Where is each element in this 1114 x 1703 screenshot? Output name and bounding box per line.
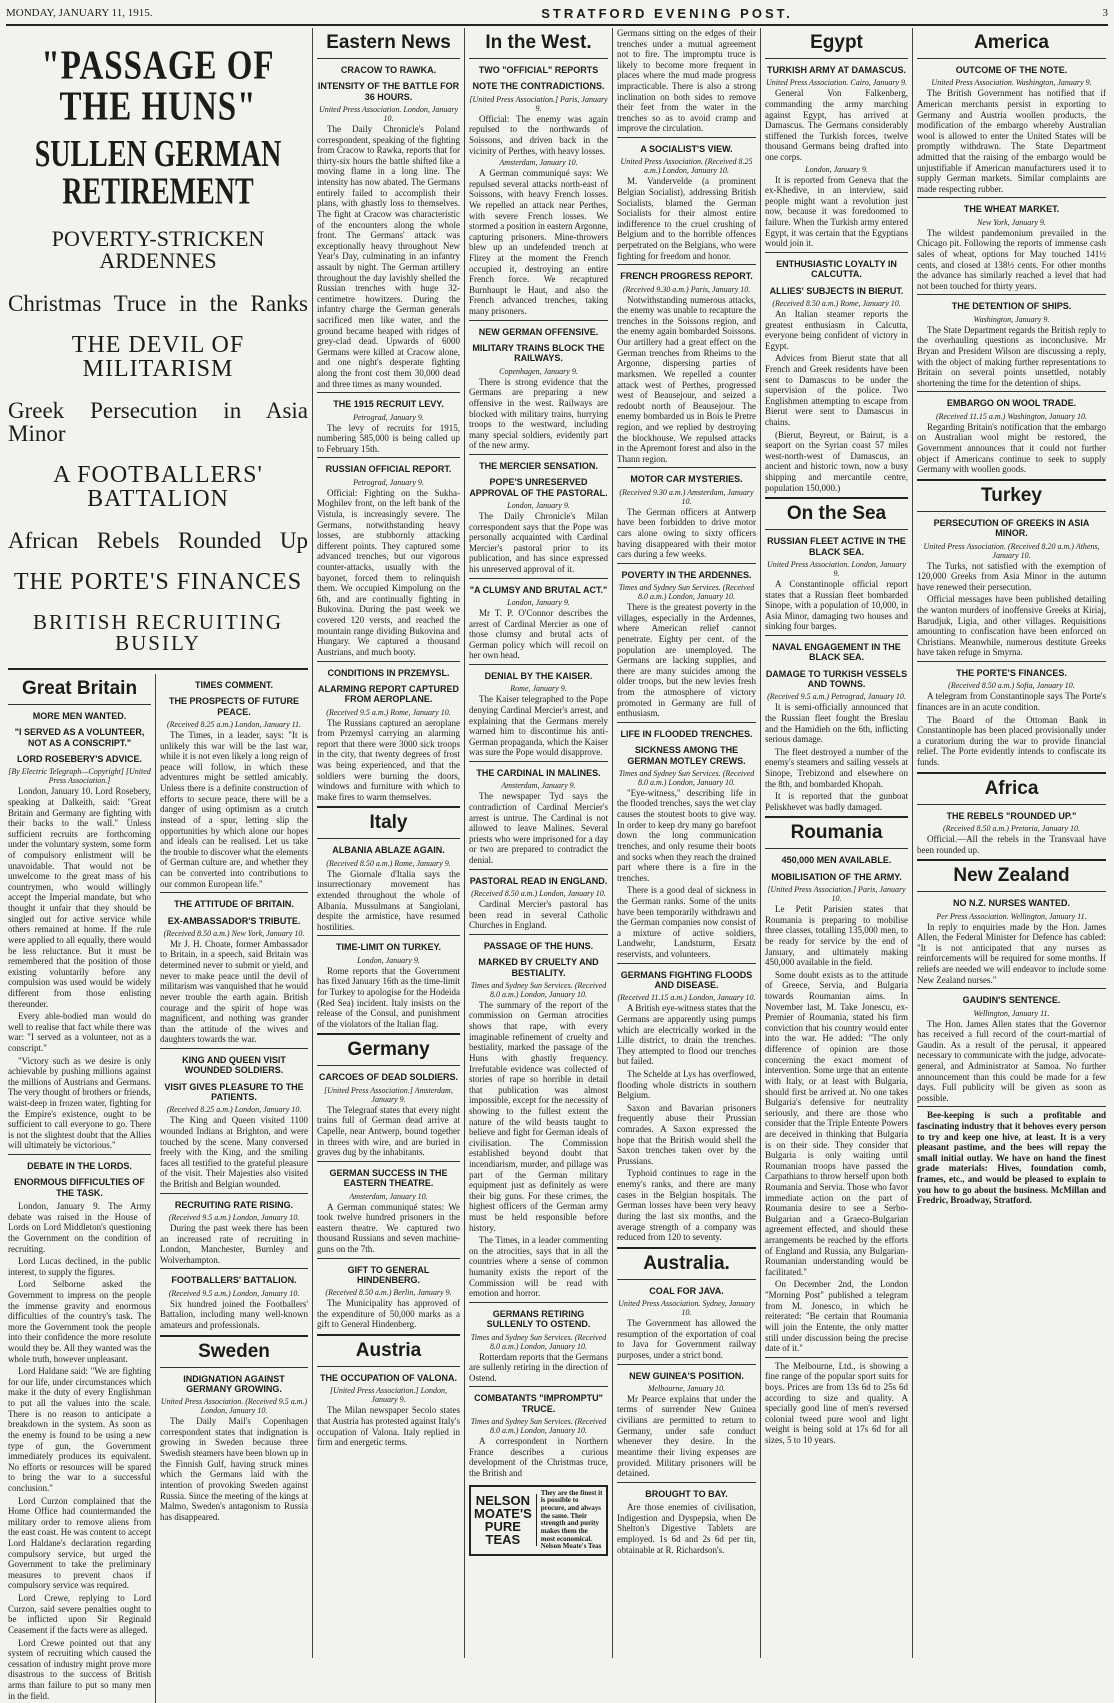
- article-heading: THE REBELS "ROUNDED UP.": [946, 810, 1077, 821]
- divider: [317, 661, 460, 662]
- dateline: Per Press Association. Wellington, January 11.: [936, 911, 1087, 921]
- article-text: Lord Crewe pointed out that any system of recruiting which caused the cessation of industry might prove more disastrous to the success of British arms than failure to put so many men in the field.: [8, 1637, 152, 1701]
- divider: [617, 264, 756, 265]
- divider: [160, 1193, 308, 1194]
- article-text: The Russians captured an aeroplane from Przemysl carrying an alarming report that there were 3000 sick troops in the city, that twenty degrees of frost was being experienced, and that the soldiers were burning the doors, windows and furniture with which to make fires to warm themselves.: [317, 717, 460, 802]
- divider: [317, 1258, 460, 1259]
- article-text: A Constantinople official report states that a Russian fleet bombarded Sinope, with a population of 10,000, in Asia Minor, damaging two houses and sinking four barges.: [765, 578, 908, 632]
- article-text: The newspaper Tyd says the contradiction of Cardinal Mercier's arrest is untrue. The Cardinal is not allowed to leave Malines. Several priests who were imprisoned for a day or two are prepared to contradict the denial.: [469, 791, 608, 866]
- article-heading: EMBARGO ON WOOL TRADE.: [946, 398, 1077, 409]
- article-heading: NO N.Z. NURSES WANTED.: [952, 898, 1070, 909]
- dateline: United Press Association. (Received 8.20 a.m.) Athens, January 10.: [923, 541, 1100, 560]
- divider: [469, 1386, 608, 1387]
- article-text: Official.—All the rebels in the Transvaal have been rounded up.: [917, 833, 1106, 855]
- article-subheading: ENORMOUS DIFFICULTIES OF THE TASK.: [14, 1177, 145, 1198]
- credit-line: United Press Association. London, January 10.: [318, 105, 459, 124]
- column-3: [312, 28, 464, 1658]
- dateline: (Received 9.30 a.m.) Amsterdam, January 10.: [619, 487, 754, 506]
- article-text: The Milan newspaper Secolo states that Austria has protested against Italy's occupation of Valona. Italy replied in firm and energetic terms.: [317, 1405, 460, 1448]
- section-title: New Zealand: [953, 865, 1070, 887]
- article-heading: PASSAGE OF THE HUNS.: [483, 940, 594, 951]
- section-title: Australia.: [643, 1252, 730, 1274]
- dateline: (Received 8.50 a.m.) New York, January 10.: [163, 928, 305, 938]
- article-text: Six hundred joined the Footballers' Battalion, including many well-known amateurs and professionals.: [160, 1298, 308, 1330]
- column-4: [464, 28, 612, 1658]
- article-heading: RUSSIAN OFFICIAL REPORT.: [325, 464, 452, 475]
- article-text: A correspondent in Northern France describes a curious development of the Christmas truce, the British and: [469, 1436, 608, 1478]
- section-title: Italy: [369, 812, 408, 834]
- article-heading: COMBATANTS "IMPROMPTU" TRUCE.: [474, 1393, 603, 1414]
- dateline: United Press Association. (Received 9.5 a.m.) London, January 10.: [160, 1397, 308, 1416]
- article-text: The summary of the report of the commission on German atrocities shows that rape, with every imaginable refinement of cruelty and bestiality, marked the passage of the Huns with ghastly frequency. Irrefutable evidence was collected of stories of rape so horrible in detail that publication was almost impossible, except for the necessity of showing to the fullest extent the nature of the wild beasts taught to believe and fight for German ideals of civilisation. The Commission established beyond doubt that incendiarism, murder, and pillage was part of the German military equipment just as definitely as were their big guns. For these crimes, the highest officers of the German army must be held responsible before history.: [469, 999, 608, 1233]
- divider: [317, 838, 460, 839]
- divider: [617, 1364, 756, 1365]
- dateline: (Received 11.15 a.m.) London, January 10.: [617, 993, 756, 1003]
- headline: African Rebels Rounded Up: [8, 528, 308, 553]
- dateline: London, January 9.: [805, 164, 868, 174]
- article-heading: THE DETENTION OF SHIPS.: [951, 301, 1072, 312]
- divider: [469, 869, 608, 870]
- dateline: United Press Association. Washington, January 9.: [931, 78, 1092, 88]
- dateline: (Received 9.5 a.m.) London, January 10.: [168, 1212, 300, 1222]
- article-heading: LIFE IN FLOODED TRENCHES.: [620, 728, 753, 739]
- article-heading: KING AND QUEEN VISIT WOUNDED SOLDIERS.: [182, 1054, 286, 1076]
- divider: [917, 988, 1106, 989]
- column-2: [156, 674, 308, 1703]
- divider: [469, 320, 608, 321]
- article-text: The Times, in a leader commenting on the atrocities, says that in all the countries where a sense of common humanity exists the report of the Commission will be read with emotion and horror.: [469, 1235, 608, 1299]
- article-heading: GAUDIN'S SENTENCE.: [962, 995, 1061, 1006]
- article-text: A German communiqué says: We repulsed several attacks north-east of Soissons, with heavy French losses. We repelled an attack near Perthes, with severe French losses. We stormed a position in eastern Argonne, capturing prisoners. Mine-throwers blew up an undefended trench at Flirey at the moment the French occupied it, destroying an entire French force. We recaptured Burnhaupt le Haut, and also the French advanced trenches, taking many prisoners.: [469, 168, 608, 317]
- divider: [765, 529, 908, 530]
- dateline: United Press Association. Sydney, January 10.: [618, 1299, 755, 1318]
- article-subheading: "I SERVED AS A VOLUNTEER, NOT AS A CONSCRIPT.": [14, 727, 145, 748]
- article-heading: FRENCH PROGRESS REPORT.: [620, 271, 753, 282]
- divider: [765, 497, 908, 499]
- article-text: During the past week there has been an increased rate of recruiting in London, Manchester, Burnley and Wolverhampton.: [160, 1222, 308, 1265]
- article-text: The Daily Mail's Copenhagen correspondent states that indignation is growing in Sweden because three Swedish steamers have been blown up in the Finnish Gulf, having struck mines which the Germans laid with the intention of provoking Sweden against Russia. Since the meeting of the kings at Malmo, Sweden's antagonism to Russia has disappeared.: [160, 1416, 308, 1522]
- article-text: Mr Pearce explains that under the terms of surrender New Guinea civilians are permitted to return to Germany, under safe conduct whenever they desire. In the meantime their living expenses are provided. Military prisoners will be detained.: [617, 1393, 756, 1479]
- dateline: Amsterdam, January 10.: [499, 158, 578, 168]
- article-heading: A SOCIALIST'S VIEW.: [640, 144, 733, 155]
- article-text: The Board of the Ottoman Bank in Constantinople has been placed provisionally under a curatorium during the war to provide financial relief. The Porte evidently intends to confiscate its funds.: [917, 714, 1106, 767]
- article-heading: TIME-LIMIT ON TURKEY.: [336, 942, 441, 953]
- divider: [617, 137, 756, 138]
- article-text: It is semi-officially announced that the Russian fleet fought the Breslau and the Hamidieh on the 6th, inflicting serious damage.: [765, 702, 908, 745]
- dateline: [United Press Association.] Amsterdam, January 9.: [324, 1085, 453, 1104]
- article-subheading: MOBILISATION OF THE ARMY.: [771, 871, 902, 882]
- divider: [469, 664, 608, 665]
- article-text: Cardinal Mercier's pastoral has been read in several Catholic Churches in England.: [469, 898, 608, 931]
- article-subheading: SICKNESS AMONG THE GERMAN MOTLEY CREWS.: [627, 745, 746, 766]
- article-heading: THE CARDINAL IN MALINES.: [476, 768, 601, 779]
- divider: [917, 197, 1106, 198]
- headline: Christmas Truce in the Ranks: [8, 291, 308, 316]
- issue-date: MONDAY, JANUARY 11, 1915.: [6, 7, 153, 19]
- article-heading: TIMES COMMENT.: [195, 680, 274, 690]
- article-subheading: MARKED BY CRUELTY AND BESTIALITY.: [478, 957, 599, 978]
- article-subheading: THE PROSPECTS OF FUTURE PEACE.: [169, 696, 300, 717]
- article-heading: DEBATE IN THE LORDS.: [27, 1161, 132, 1172]
- article-text: Lord Lucas declined, in the public interest, to supply the figures.: [8, 1256, 152, 1277]
- article-heading: "A CLUMSY AND BRUTAL ACT.": [469, 584, 608, 595]
- dateline: (Received 8.50 a.m.) Rome, January 9.: [326, 858, 451, 868]
- divider: [8, 704, 151, 705]
- article-text: There is the greatest poverty in the villages, especially in the Ardennes, where American relief cannot penetrate. Eighty per cent. of the population are unemployed. The Germans are lacking supplies, and there are many suicides among the older troops, but the new levies fresh from the atmosphere of victory promoted in Germany are full of enthusiasm.: [617, 602, 756, 719]
- dateline: (Received 8.50 a.m.) Pretoria, January 10.: [943, 823, 1080, 833]
- divider: [160, 1048, 308, 1049]
- article-text: Rome reports that the Government has fixed January 16th as the time-limit for Turkey to apologise for the Hodeida (Red Sea) incident. Italy insists on the release of the Consul, and punishment of the violators of the Italian flag.: [317, 965, 460, 1029]
- article-heading: THE WHEAT MARKET.: [963, 204, 1060, 215]
- dateline: London, January 9.: [507, 597, 570, 607]
- dateline: London, January 9.: [507, 500, 570, 510]
- advertisement-text: The Melbourne, Ltd., is showing a fine range of the popular sport suits for boys. Prices are from 13s 6d to 25s 6d according to size and quality. A specially good line of men's reversed colonial tweed pure wool and light weight is being sold at 17s 6d for all sizes, 5 to 10 years.: [765, 1360, 908, 1446]
- article-text: The Daily Chronicle's Poland correspondent, speaking of the fighting from Cracow to Rawka, reports that for thirty-six hours the battle shifted like a moving flame in a long line. The intensity has now abated. The Germans entirely failed to accomplish their plans, with ghastly loss to themselves. The fight at Cracow was characteristic of the encounters along the whole front. The Germans' attack was exceptionally heavy throughout New Year's Day, culminating in an infantry assault by night. The German artillery throughout the day lavishly shelled the Russian trenches with huge 32-centimetre howitzers. During the infantry charge the German generals sacrificed men like water, and the ground became heaped with ridges of grey-clad dead. Upwards of 6000 Germans were killed at Cracow alone, and one night's desperate fighting along the front cost them 30,000 dead and three times as many wounded.: [317, 124, 460, 389]
- article-heading: 450,000 MEN AVAILABLE.: [781, 855, 892, 866]
- article-text: The Times, in a leader, says: "It is unlikely this war will be the last war, while it is not even likely a long reign of peace will follow, in which these adventures might be settled amicably. Unless there is a definite construction of efforts to secure peace, there will be a danger of using optimism as a crutch instead of a spur, letting slip the opportunities by which alone our hopes and ideals can be realised. Let us take the trouble to discover what the elements of German culture are, and whether they can be converted into contributions to our common European life.": [160, 730, 308, 889]
- ad-logo: NELSON MOATE'S PURE TEAS: [474, 1494, 537, 1546]
- dateline: Times and Sydney Sun Services. (Received 8.0 a.m.) London, January 10.: [618, 583, 755, 602]
- column-5: [612, 28, 760, 1658]
- divider: [617, 963, 756, 964]
- dateline: (Received 8.25 a.m.) London, January 10.: [166, 1105, 302, 1115]
- dateline: Amsterdam, January 9.: [501, 781, 576, 791]
- article-heading: TURKISH ARMY AT DAMASCUS.: [767, 65, 906, 75]
- divider: [469, 58, 608, 59]
- dateline: Times and Sydney Sun Services. (Received 8.0 a.m.) London, January 10.: [470, 980, 607, 999]
- article-text: Typhoid continues to rage in the enemy's ranks, and there are many cases in the Belgian hospitals. The German losses have been very heavy during the last six months, and the average strength of a company was reduced from 120 to seventy.: [617, 1168, 756, 1243]
- article-text: Some doubt exists as to the attitude of Greece, Servia, and Bulgaria towards Roumanian aims. In November last, M. Take Jonescu, ex-Premier of Roumania, stated his firm conviction that his country would enter into the war. He added: "The only difference of opinion are those concerning the exact moment of intervention. Some urge that an entente with Italy, or at least with Bulgaria, should first be arrived at. No one takes Bulgaria's defensive for neutrality seriously, and there are those who consider that the Triple Entente Powers are deceived in thinking that Bulgaria is on their side. They consider that Bulgaria is only waiting until Roumanian troops have passed the Carpathians to throw herself upon both Roumania and Servia. Those who favor immediate action on the part of Roumania desire to see a Serbo-Bulgarian and a Graeco-Bulgarian agreement effected, and should these arrangements be reached by the efforts of England and Russia, any Bulgarian-Roumanian understanding would be facilitated.": [765, 969, 908, 1277]
- headline: POVERTY-STRICKEN ARDENNES: [51, 226, 265, 273]
- headline: SULLEN GERMAN RETIREMENT: [34, 133, 282, 214]
- divider: [317, 1033, 460, 1035]
- article-text: (Bierut, Beyreut, or Bairut, is a seaport on the Syrian coast 57 miles west-north-west of Damascus, an ancient and historic town, now a busy shipping and mercantile centre, population 150,000.): [765, 429, 908, 493]
- dateline: United Press Association. London, January 9.: [766, 559, 907, 578]
- article-text: The German officers at Antwerp have been forbidden to drive motor cars alone owing to sixty officers having disappeared with their motor cars during a few weeks.: [617, 506, 756, 560]
- column-1: [4, 28, 312, 1701]
- divider: [917, 891, 1106, 892]
- article-heading: COAL FOR JAVA.: [649, 1285, 724, 1296]
- article-heading: TWO "OFFICIAL" REPORTS: [478, 65, 599, 75]
- article-text: The British Government has notified that if American merchants persist in exporting to Germany and Austria woollen products, the modification of the embargo whereby Australian wool is allowed to enter the United States will be promptly withdrawn. The State Department admitted that the raising of the embargo would be unjustifiable if American manufacturers used it to supply German markets. Similar complaints are made respecting rubber.: [917, 88, 1106, 194]
- article-heading: GERMANS RETIRING SULLENLY TO OSTEND.: [486, 1308, 591, 1330]
- article-text: Saxon and Bavarian prisoners frequently abuse their Prussian comrades. A Saxon expressed the hope that the British would shell the Saxon trenches taken over by the Prussians.: [617, 1102, 756, 1166]
- dateline: (Received 11.15 a.m.) Washington, January 10.: [935, 411, 1088, 421]
- dateline: [United Press Association.] Paris, January 10.: [767, 885, 906, 904]
- masthead: [6, 2, 1108, 26]
- article-text: An Italian steamer reports the greatest enthusiasm in Calcutta, everyone being confident of victory in Egypt.: [765, 308, 908, 351]
- article-subheading: DAMAGE TO TURKISH VESSELS AND TOWNS.: [765, 668, 908, 690]
- dateline: Petrograd, January 9.: [353, 477, 424, 487]
- divider: [317, 58, 460, 59]
- article-text: Mr T. P. O'Connor describes the arrest of Cardinal Mercier as one of those clumsy and brutal acts of German policy which will recoil on her own head.: [469, 607, 608, 661]
- dateline: (Received 8.50 a.m.) London, January 10.: [471, 888, 606, 898]
- article-text: The Daily Chronicle's Milan correspondent says that the Pope was personally acquainted with Cardinal Mercier's pastoral prior to its publication, and has since expressed his unreserved approval of it.: [469, 510, 608, 575]
- dateline: [United Press Association.] London, January 9.: [329, 1386, 448, 1405]
- divider: [469, 761, 608, 762]
- article-text: The Municipality has approved of the expenditure of 50,000 marks as a gift to General Hindenberg.: [317, 1298, 460, 1330]
- article-text: The Schelde at Lys has overflowed, flooding whole districts in southern Belgium.: [617, 1068, 756, 1101]
- credit-line: [United Press Association.] Paris, January 9.: [469, 94, 608, 113]
- section-title: Eastern News: [326, 32, 451, 53]
- section-title: Sweden: [198, 1340, 270, 1362]
- divider: [765, 58, 908, 59]
- headline: THE DEVIL OF MILITARISM: [71, 332, 245, 382]
- divider: [317, 392, 460, 393]
- dateline: (Received 9.30 a.m.) Paris, January 10.: [622, 284, 751, 294]
- article-subheading: NOTE THE CONTRADICTIONS.: [472, 81, 605, 92]
- section-title: On the Sea: [786, 503, 887, 525]
- article-heading: BROUGHT TO BAY.: [645, 1488, 728, 1499]
- article-text: It is reported that the gunboat Peliskhevet was badly damaged.: [765, 791, 908, 812]
- section-title: Roumania: [790, 822, 883, 844]
- article-subheading: INTENSITY OF THE BATTLE FOR 36 HOURS.: [317, 81, 460, 102]
- divider: [469, 578, 608, 579]
- section-title: In the West.: [485, 32, 592, 53]
- article-subheading: ALLIES' SUBJECTS IN BIERUT.: [769, 285, 904, 296]
- divider: [617, 1279, 756, 1280]
- dateline: Wellington, January 11.: [973, 1008, 1050, 1018]
- dateline: (Received 9.5 a.m.) Rome, January 10.: [326, 707, 451, 717]
- article-text: The Giornale d'Italia says the insurrectionary movement has extended throughout the whole of Albania. Mussulmans at Sangiolani, despite the armistice, have resumed hostilities.: [317, 868, 460, 932]
- headline: BRITISH RECRUITING BUSILY: [32, 610, 284, 655]
- article-text: London, January 9. The Army debate was raised in the House of Lords on Lord Middleton's questioning the Government on the condition of recruiting.: [8, 1201, 152, 1254]
- article-text: General Von Falkenberg, commanding the army marching against Egypt, has arrived at Damascus. The Germans considerably stiffened the Turkish forces, twelve thousand Germans being drafted into one corps.: [765, 88, 908, 162]
- article-text: The King and Queen visited 1100 wounded Indians at Brighton, and were touched by the scene. Many conversed freely with the King, and the smiling faces all testified to the grateful pleasure of the visit. Their Majesties also visited the British and Belgian wounded.: [160, 1115, 308, 1189]
- divider: [8, 1154, 151, 1155]
- article-heading: NEW GERMAN OFFENSIVE.: [478, 326, 599, 337]
- article-heading: PERSECUTION OF GREEKS IN ASIA MINOR.: [933, 517, 1090, 539]
- article-text: A telegram from Constantinople says The Porte's finances are in an acute condition.: [917, 691, 1106, 712]
- article-text: The Kaiser telegraphed to the Pope denying Cardinal Mercier's arrest, and explaining that the Germans merely warned him to discontinue his anti-German propaganda, which the Kaiser was sure the Pope would disapprove.: [469, 694, 608, 758]
- divider: [317, 806, 460, 808]
- headline: A FOOTBALLERS' BATTALION: [53, 462, 263, 512]
- dateline: (Received 8.25 a.m.) London, January 11.: [166, 720, 302, 730]
- article-text: A British eye-witness states that the Germans are apparently using pumps which are electrically worked in the Lille district, to drain the trenches. They attempted to flood our trenches but failed.: [617, 1003, 756, 1067]
- divider: [160, 1268, 308, 1269]
- section-title: America: [974, 32, 1049, 53]
- article-heading: PASTORAL READ IN ENGLAND.: [469, 875, 608, 886]
- article-heading: ALBANIA ABLAZE AGAIN.: [332, 845, 445, 856]
- article-heading: THE OCCUPATION OF VALONA.: [320, 1373, 457, 1384]
- article-text: The State Department regards the British reply to the overhauling questions as inconclusive. Mr Bryan and President Wilson are discussing a reply, with the object of making further representations to Britain on several points unsettled, notably shortening the time for the detention of ships.: [917, 324, 1106, 388]
- divider: [917, 391, 1106, 392]
- article-text: Germans sitting on the edges of their trenches under a mutual agreement not to fire. The impromptu truce is likely to become more frequent in places where the mud made progress impracticable. There is also a strong inclination on both sides to remove their feet from the water in the trenches so as to avoid cramp and improve the circulation.: [617, 28, 756, 134]
- article-heading: POVERTY IN THE ARDENNES.: [621, 569, 752, 580]
- article-heading: MORE MEN WANTED.: [32, 711, 127, 721]
- divider: [917, 661, 1106, 662]
- divider: [765, 252, 908, 253]
- divider: [917, 511, 1106, 512]
- article-heading: NAVAL ENGAGEMENT IN THE BLACK SEA.: [772, 642, 901, 663]
- divider: [917, 479, 1106, 481]
- article-text: There is strong evidence that the Germans are preparing a new offensive in the west. Railways are blocked with military trains, hurrying troops to the westward, including many special soldiers, evidently part of the new army.: [469, 376, 608, 451]
- dateline: Petrograd, January 9.: [353, 412, 424, 422]
- dateline: Copenhagen, January 9.: [499, 366, 578, 376]
- article-text: Lord Haldane said: "We are fighting for our life, under circumstances which make it the duty of every Englishman to put all the values into the scale. There is no reason to anticipate a breakdown in the system. As soon as the enemy is found to be using a new type of gun, the Government immediately produces its equivalent. No efforts or resources will be spared to bring the war to a successful conclusion.": [8, 1366, 152, 1493]
- dateline: (Received 8.50 a.m.) Rome, January 10.: [772, 298, 901, 308]
- headline: Greek Persecution in Asia Minor: [8, 398, 308, 446]
- article-heading: THE ATTITUDE OF BRITAIN.: [174, 899, 294, 910]
- divider: [8, 668, 308, 670]
- article-text: In reply to enquiries made by the Hon. James Allen, the Federal Minister for Defence has cabled: "It is not anticipated that any nurses as reinforcements will be required for some months. If reliefs are needed we will endeavor to include some New Zealand nurses.": [917, 921, 1106, 985]
- article-subheading: ALARMING REPORT CAPTURED FROM AEROPLANE.: [318, 683, 459, 705]
- divider: [469, 454, 608, 455]
- dateline: London, January 9.: [357, 955, 420, 965]
- divider: [917, 772, 1106, 774]
- article-text: A German communiqué states: We took twelve hundred prisoners in the eastern theatre. We captured two thousand Russians and seven machine-guns on the 7th.: [317, 1201, 460, 1254]
- divider: [617, 467, 756, 468]
- article-heading: THE PORTE'S FINANCES.: [956, 668, 1067, 678]
- article-text: Advices from Bierut state that all French and Greek residents have been sent to Damascus to be under the supervision of the police. Two Englishmen attempting to escape from Bierut were sent to Damascus in chains.: [765, 353, 908, 427]
- divider: [469, 1302, 608, 1303]
- advertisement-text: Bee-keeping is such a profitable and fascinating industry that it behoves every person to try and keep one hive, at least. It is a very pleasant pastime, and the bees will repay the small initial outlay. We have on hand the finest grade materials: Hives, foundation comb, frames, etc., and would be pleased to explain to you how to go about the business. McMillan and Fredric, Broadway, Stratford.: [917, 1110, 1106, 1206]
- article-text: "Eye-witness," describing life in the flooded trenches, says the wet clay causes the stoutest boots to give way. In order to keep dry many go barefoot down the long communication trenches, and only resume their boots and socks when they reach the drained part where there is a fire in the trenches.: [617, 787, 756, 883]
- article-text: Lord Crewe, replying to Lord Curzon, said severe penalties ought to be inflicted upon Sir Reginald Ceasement if the facts were as alleged.: [8, 1593, 152, 1635]
- divider: [617, 563, 756, 564]
- tea-advertisement: [469, 1485, 608, 1557]
- page-number: 3: [1102, 7, 1108, 19]
- divider: [617, 722, 756, 723]
- column-6: [760, 28, 912, 1658]
- divider: [317, 1334, 460, 1336]
- headline: "PASSAGE OF THE HUNS": [41, 43, 275, 130]
- article-text: The wildest pandemonium prevailed in the Chicago pit. Following the reports of immense cash sales of wheat, options for May touched 141½ cents, and closed at 138½ cents. For other months the advance has similarly reached a level that had not been touched for thirty years.: [917, 227, 1106, 291]
- article-text: The Government has allowed the resumption of the exportation of coal to Java for Government railway purposes, under a strict bond.: [617, 1318, 756, 1360]
- article-text: "Victory such as we desire is only achievable by pushing millions against the millions of Austrians and Germans. The very thought of brothers or friends, waist-deep in frozen water, fighting for the Empire's existence, ought to be sufficient to call everyone to go. There is not the slightest doubt that the Allies will ultimately be victorious.": [8, 1055, 152, 1151]
- article-text: Are those enemies of civilisation, Indigestion and Dyspepsia, when De Shelton's Digestive Tablets are employed. 1s 6d and 2s 6d per tin, obtainable at R. Richardson's.: [617, 1502, 756, 1555]
- divider: [317, 457, 460, 458]
- section-title: Egypt: [810, 32, 863, 53]
- divider: [469, 934, 608, 935]
- article-text: Official: The enemy was again repulsed to the northwards of Soissons, and driven back in the vicinity of Perthes, with heavy losses.: [469, 113, 608, 156]
- divider: [765, 816, 908, 818]
- article-heading: RUSSIAN FLEET ACTIVE IN THE BLACK SEA.: [767, 536, 906, 557]
- divider: [160, 1335, 308, 1337]
- article-heading: CARCOES OF DEAD SOLDIERS.: [318, 1072, 458, 1083]
- ad-text: They are the finest it is possible to procure, and always the same. Their strength and purity makes them the most economical. Nelson Moate's Teas: [540, 1488, 603, 1551]
- article-heading: NEW GUINEA'S POSITION.: [629, 1370, 744, 1381]
- article-text: Lord Curzon complained that the Home Office had countermanded the military order to remove aliens from the east coast. He was content to accept Lord Haldane's declaration regarding compulsory service, but urged the Government to take the preliminary measures to prevent chaos if compulsory service was required.: [8, 1495, 152, 1591]
- article-heading: RECRUITING RATE RISING.: [174, 1199, 294, 1210]
- article-text: Mr J. H. Choate, former Ambassador to Britain, in a speech, said Britain was determined never to submit or yield, and never to make peace until the devil of militarism was vanquished that he would never trouble the earth again. British courage and the spirit of hope was magnificent, and nothing was grander than the attitude of the wives and daughters towards the war.: [160, 938, 308, 1045]
- divider: [617, 1482, 756, 1483]
- dateline: United Press Association. Cairo, January 9.: [765, 78, 908, 88]
- article-heading: OUTCOME OF THE NOTE.: [955, 65, 1068, 75]
- section-title: Great Britain: [21, 678, 138, 699]
- dateline: Melbourne, January 10.: [647, 1383, 726, 1393]
- great-britain-section: [8, 674, 156, 1703]
- article-text: Official: Fighting on the Sukha-Moghilev front, on the left bank of the Vistula, is increasingly severe. The Germans, notwithstanding heavy losses, are stubbornly attacking different points. They captured some advanced trenches, but our vigorous counter-attacks, usually with the bayonet, forced them to relinquish them. We occupied Kimpolung on the 6th, and are continually fighting in Bukovina. During the past week we covered 120 versts, and reached the mountain range dividing Bukovina and Hungary. We captured a thousand Austrians, and much booty.: [317, 487, 460, 657]
- article-heading: GIFT TO GENERAL HINDENBERG.: [347, 1264, 430, 1285]
- divider: [317, 1161, 460, 1162]
- headline: THE PORTE'S FINANCES: [13, 569, 303, 595]
- dateline: Times and Sydney Sun Services. (Received 8.0 a.m.) London, January 10.: [470, 1417, 607, 1436]
- credit-line: [By Electric Telegraph—Copyright] [United Press Association.]: [8, 767, 151, 786]
- article-subheading: VISIT GIVES PLEASURE TO THE PATIENTS.: [164, 1081, 304, 1102]
- dateline: Times and Sydney Sun Services. (Received 8.0 a.m.) London, January 10.: [618, 768, 755, 787]
- dateline: Washington, January 9.: [973, 314, 1050, 324]
- article-heading: THE MERCIER SENSATION.: [479, 460, 598, 471]
- divider: [317, 1065, 460, 1066]
- article-text: The Hon. James Allen states that the Governor has received a full record of the court-martial of Gaudin. As a result of the perusal, it appeared necessary to communicate with the judge, advocate-general, and Administrator at Samoa. No further announcement than this could be made for a few days. Full publicity will be given as soon as possible.: [917, 1018, 1106, 1103]
- article-heading: ENTHUSIASTIC LOYALTY IN CALCUTTA.: [776, 258, 897, 280]
- divider: [917, 859, 1106, 861]
- article-heading: INDIGNATION AGAINST GERMANY GROWING.: [183, 1373, 285, 1394]
- section-title: Africa: [984, 777, 1039, 799]
- divider: [317, 935, 460, 936]
- article-heading: CRACOW TO RAWKA.: [340, 65, 437, 75]
- article-subheading: POPE'S UNRESERVED APPROVAL OF THE PASTORAL.: [469, 477, 608, 498]
- article-text: The Telegraaf states that every night trains full of German dead arrive at Capelle, near Antwerp, bound together in threes with wire, and are buried in graves dug by the inhabitants.: [317, 1104, 460, 1158]
- headline-index: [8, 43, 308, 655]
- divider: [917, 1106, 1106, 1107]
- dateline: Times and Sydney Sun Services. (Received 8.0 a.m.) London, January 10.: [470, 1332, 607, 1351]
- divider: [917, 294, 1106, 295]
- article-text: Lord Selborne asked the Government to impress on the people the immense gravity and enormous difficulties of the country's task. The more the Government took the people into their confidence the more resolute would they be. All they wanted was the whole truth, however unpleasant.: [8, 1279, 152, 1364]
- dateline: (Received 9.5 a.m.) Petrograd, January 10.: [767, 692, 906, 702]
- dateline: (Received 9.5 a.m.) London, January 10.: [168, 1288, 300, 1298]
- divider: [160, 1367, 308, 1368]
- article-text: The fleet destroyed a number of the enemy's steamers and sailing vessels at Sinope, Trebizond and elsewhere on the 8th, and bombarded Khopah.: [765, 746, 908, 789]
- dateline: Rome, January 9.: [510, 684, 567, 694]
- article-text: It is reported from Geneva that the ex-Khedive, in an interview, said people might want a revolution just now, because it was foredoomed to failure. When the Turkish army entered Egypt, it was certain that the Egyptians would join it.: [765, 174, 908, 249]
- article-text: Rotterdam reports that the Germans are sullenly retiring in the direction of Ostend.: [469, 1351, 608, 1383]
- article-text: On December 2nd, the London "Morning Post" published a telegram from M. Jonesco, in which he reiterated: "Be certain that Roumania will join the Entente, the only matter still under discussion being the precise date of it.": [765, 1279, 908, 1354]
- dateline: United Press Association. (Received 8.25 a.m.) London, January 10.: [620, 157, 753, 176]
- column-7: [912, 28, 1110, 1658]
- article-heading: MOTOR CAR MYSTERIES.: [630, 474, 743, 485]
- article-text: Le Petit Parisien states that Roumania is preparing to mobilise three classes, totalling 135,000 men, to be ready for service by the end of January, and ultimately making 450,000 available in the field.: [765, 904, 908, 968]
- article-text: The levy of recruits for 1915, numbering 585,000 is being called up to February 15th.: [317, 422, 460, 454]
- article-text: There is a good deal of sickness in the German ranks. Some of the units have been temporarily withdrawn and the German companies now consist of a mixture of active soldiers, Landwehr, Landsturm, Ersatz reservists, and volunteers.: [617, 885, 756, 960]
- article-heading: CONDITIONS IN PRZEMYSL.: [327, 667, 450, 678]
- article-subheading: EX-AMBASSADOR'S TRIBUTE.: [167, 915, 301, 926]
- divider: [317, 1366, 460, 1367]
- article-text: London, January 10. Lord Rosebery, speaking at Dalkeith, said: "Great Britain and Germany are fighting with their backs to the wall." Unless sufficient recruits are forthcoming under the voluntary system, some form of compulsory enlistment will be unavoidable. That would not be unwelcome to the great mass of his countrymen, who would willingly accept the Imperial mandate, but who thought it unfair that they should be singled out for active service while others remained at home. If the rule were applied to all equally, there would be less reluctance. But it must be remembered that the position of those existing voluntarily before any compulsion was used would be widely different from those enlisting thereunder.: [8, 786, 152, 1009]
- article-text: Official messages have been published detailing the wanton murders of inoffensive Greeks at Kiriaj, Barudjuk, Ligia, and other villages. Requisitions amounting to confiscation have been enforced on Christians. Meanwhile, numerous destitute Greeks have taken refuge in Smyrna.: [917, 594, 1106, 658]
- divider: [160, 892, 308, 893]
- divider: [917, 804, 1106, 805]
- article-text: The Turks, not satisfied with the exemption of 120,000 Greeks from Asia Minor in the autumn have renewed their persecution.: [917, 560, 1106, 592]
- section-title: Germany: [347, 1039, 430, 1061]
- dateline: (Received 8.50 a.m.) Sofia, January 10.: [948, 681, 1075, 691]
- dateline: New York, January 9.: [977, 217, 1046, 227]
- article-text: Regarding Britain's notification that the embargo on Australian wool might be restored, the Government announces that it could not further object if Americans continue to seek to supply Germany with woollen goods.: [917, 421, 1106, 475]
- article-heading: DENIAL BY THE KAISER.: [484, 671, 593, 682]
- section-title: Austria: [355, 1340, 422, 1362]
- section-title: Turkey: [981, 484, 1042, 506]
- divider: [617, 1247, 756, 1249]
- article-text: Every able-bodied man would do well to realise that fact while there was war: "I served as a volunteer, not as a conscript.": [8, 1011, 152, 1053]
- article-text: Notwithstanding numerous attacks, the enemy was unable to recapture the trenches in the Soissons region, and the enemy again bombarded Soissons. Our artillery had a great effect on the German trenches from Rheims to the Argonne, dispersing parties of marksmen. We repelled a counter attack west of Perthes, progressed west of Beausejour, and seized a redoubt north of Beausejour. The enemy bombarded us in Bois le Pretre region, and we replied by destroying the blockhouse. We repulsed attacks in the Apremont forest and also in the Thann region.: [617, 294, 756, 464]
- article-text: M. Vandervelde (a prominent Belgian Socialist), addressing British Socialists, blamed the German Socialists for their almost entire indifference to the cruel crushing of Belgium and to the horrible offences perpetrated on the Belgians, who were fighting for freedom and honor.: [617, 176, 756, 261]
- article-heading: FOOTBALLERS' BATTALION.: [171, 1275, 297, 1286]
- divider: [765, 1357, 908, 1358]
- divider: [765, 635, 908, 636]
- article-heading: GERMANS FIGHTING FLOODS AND DISEASE.: [620, 969, 753, 990]
- newspaper-title: STRATFORD EVENING POST.: [541, 5, 793, 21]
- dateline: (Received 8.50 a.m.) Berlin, January 9.: [325, 1288, 452, 1298]
- article-heading: THE 1915 RECRUIT LEVY.: [333, 399, 444, 410]
- article-subheading: MILITARY TRAINS BLOCK THE RAILWAYS.: [472, 343, 605, 364]
- article-heading: GERMAN SUCCESS IN THE EASTERN THEATRE.: [329, 1167, 448, 1189]
- dateline: Amsterdam, January 10.: [349, 1191, 428, 1201]
- divider: [917, 58, 1106, 59]
- article-subheading: LORD ROSEBERY'S ADVICE.: [17, 754, 143, 765]
- divider: [765, 848, 908, 849]
